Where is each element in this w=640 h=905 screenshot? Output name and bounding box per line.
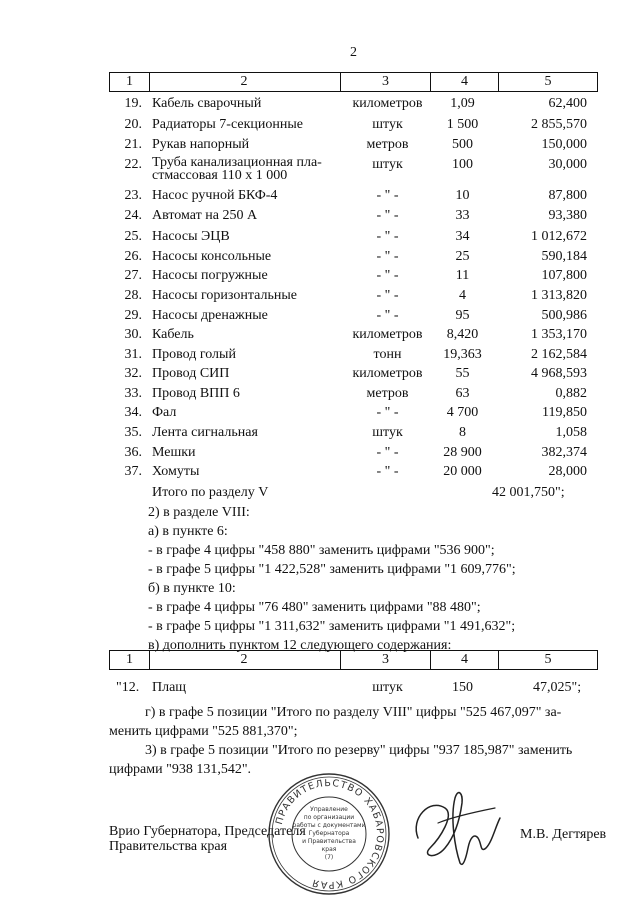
item-unit: - " - [376,308,399,323]
table1-header-col5: 5 [499,72,598,92]
table-row [0,384,640,403]
amendment-line: б) в пункте 10: [148,581,236,596]
item-amount: 87,800 [548,188,587,203]
item-unit: - " - [376,288,399,303]
amendment-line: - в графе 4 цифры "76 480" заменить цифрами "88 480"; [148,600,481,615]
item-quantity: 150 [452,680,473,695]
item-quantity: 8,420 [446,327,479,342]
item-amount: 1 012,672 [531,229,587,244]
table-row [0,94,640,113]
item-name: Насосы ЭЦВ [152,229,230,244]
row-number: 30. [124,327,142,342]
row-number: 24. [124,208,142,223]
table-row [0,186,640,205]
table2-header-col3: 3 [341,650,431,670]
seal-line: Губернатора [308,830,350,837]
item-unit: метров [366,386,409,401]
handwritten-signature [400,778,510,873]
item-unit: километров [352,96,423,111]
signatory-name: М.В. Дегтярев [520,827,607,842]
item-quantity: 500 [452,137,473,152]
table-row [0,155,640,187]
total-label: Итого по разделу V [152,485,269,500]
signatory-title: Врио Губернатора, Председателя [109,824,306,839]
seal-line: (7) [324,854,334,861]
page-number: 2 [350,45,357,60]
amendment-line: 2) в разделе VIII: [148,505,250,520]
item-unit: штук [372,117,403,132]
amendment-line: в) дополнить пунктом 12 следующего содержания: [148,638,452,653]
table-row [0,286,640,305]
row-number: 36. [124,445,142,460]
item-amount: 0,882 [555,386,587,401]
row-number: 37. [124,464,142,479]
table-row [0,345,640,364]
table-row [0,306,640,325]
table-row [0,266,640,285]
row-number: 23. [124,188,142,203]
table-row [0,227,640,246]
item-quantity: 100 [452,157,473,172]
item-name: Насосы консольные [152,249,272,264]
item-amount: 1 313,820 [531,288,587,303]
table-row [0,443,640,462]
item-name: Насосы горизонтальные [152,288,297,303]
item-quantity: 55 [455,366,470,381]
item-unit: - " - [376,229,399,244]
row-number: 25. [124,229,142,244]
total-amount: 42 001,750"; [492,485,565,500]
item-quantity: 25 [455,249,470,264]
item-unit: метров [366,137,409,152]
item-amount: 150,000 [541,137,587,152]
amendment-line: - в графе 5 цифры "1 311,632" заменить цифрами "1 491,632"; [148,619,516,634]
item-name: Насосы дренажные [152,308,268,323]
item-name: Рукав напорный [152,137,250,152]
table-row [0,678,640,697]
table-row [0,423,640,442]
item-amount: 119,850 [542,405,587,420]
item-unit: - " - [376,188,399,203]
item-quantity: 20 000 [443,464,482,479]
item-quantity: 4 [459,288,466,303]
item-amount: 382,374 [541,445,587,460]
item-unit: километров [352,327,423,342]
table-row [0,403,640,422]
row-number: 26. [124,249,142,264]
item-unit: - " - [376,249,399,264]
seal-line: работы с документами [292,822,366,829]
item-amount: 47,025"; [533,680,582,695]
item-unit: - " - [376,445,399,460]
amendment-line: - в графе 5 цифры "1 422,528" заменить цифрами "1 609,776"; [148,562,516,577]
text-line: г) в графе 5 позиции "Итого по разделу VIII" цифры "525 467,097" за- [145,705,562,720]
item-unit: штук [372,425,403,440]
item-amount: 28,000 [548,464,587,479]
item-quantity: 63 [455,386,470,401]
item-name: Насосы погружные [152,268,268,283]
seal-line: по организации [303,814,355,821]
item-quantity: 4 700 [446,405,479,420]
table1-header-col2: 2 [148,72,341,92]
item-unit: штук [372,680,403,695]
item-unit: километров [352,366,423,381]
item-name: Хомуты [152,464,200,479]
table2-header-col1: 1 [109,650,150,670]
item-name: Фал [152,405,177,420]
row-number: 31. [124,347,142,362]
text-line: 3) в графе 5 позиции "Итого по резерву" цифры "937 185,987" заменить [145,743,573,758]
table-row [0,115,640,134]
item-amount: 2 855,570 [531,117,587,132]
item-quantity: 34 [455,229,470,244]
amendment-line: а) в пункте 6: [148,524,228,539]
item-amount: 4 968,593 [531,366,587,381]
row-number: 34. [124,405,142,420]
seal-line: и Правительства [302,838,356,845]
row-number: 19. [124,96,142,111]
item-quantity: 28 900 [443,445,482,460]
table-total-row [0,483,640,502]
amendment-line: - в графе 4 цифры "458 880" заменить цифрами "536 900"; [148,543,495,558]
item-quantity: 11 [455,268,470,283]
item-unit: - " - [376,464,399,479]
item-amount: 500,986 [541,308,587,323]
row-number: 29. [124,308,142,323]
item-name: Провод СИП [152,366,230,381]
item-unit: - " - [376,268,399,283]
table-row [0,462,640,481]
item-amount: 1 353,170 [531,327,587,342]
row-number: 33. [124,386,142,401]
table-row [0,206,640,225]
table-row [0,325,640,344]
table2-header-col2: 2 [148,650,341,670]
item-amount: 107,800 [541,268,587,283]
item-name: Насос ручной БКФ-4 [152,188,278,203]
table-row [0,247,640,266]
table2-header-col5: 5 [499,650,598,670]
item-quantity: 8 [459,425,466,440]
table2-header-col4: 4 [431,650,499,670]
item-unit: штук [372,157,403,172]
item-quantity: 10 [455,188,470,203]
item-amount: 1,058 [555,425,587,440]
table1-header-col3: 3 [341,72,431,92]
row-number: "12. [116,680,140,695]
item-amount: 62,400 [548,96,587,111]
item-name: Провод голый [152,347,236,362]
item-name-continued: стмассовая 110 х 1 000 [152,168,288,183]
item-amount: 590,184 [541,249,587,264]
item-name: Труба канализационная пла- [152,155,322,170]
item-amount: 2 162,584 [531,347,587,362]
table-row [0,135,640,154]
item-quantity: 19,363 [443,347,482,362]
row-number: 22. [124,157,142,172]
row-number: 21. [124,137,142,152]
item-name: Кабель [152,327,194,342]
table1-header-col1: 1 [109,72,150,92]
item-quantity: 1 500 [446,117,479,132]
item-name: Автомат на 250 А [152,208,258,223]
text-line: цифрами "938 131,542". [109,762,252,777]
signatory-title-continued: Правительства края [109,839,228,854]
row-number: 28. [124,288,142,303]
item-unit: - " - [376,208,399,223]
row-number: 27. [124,268,142,283]
seal-line: Управление [310,806,348,813]
seal-ring-text: ПРАВИТЕЛЬСТВО ХАБАРОВСКОГО КРАЯ [273,777,386,891]
item-quantity: 33 [455,208,470,223]
table1-header-col4: 4 [431,72,499,92]
item-unit: тонн [373,347,402,362]
row-number: 35. [124,425,142,440]
item-name: Кабель сварочный [152,96,262,111]
seal-line: края [321,846,337,853]
row-number: 32. [124,366,142,381]
item-name: Мешки [152,445,196,460]
row-number: 20. [124,117,142,132]
item-quantity: 95 [455,308,470,323]
item-name: Провод ВПП 6 [152,386,240,401]
item-name: Радиаторы 7-секционные [152,117,303,132]
item-amount: 30,000 [548,157,587,172]
item-name: Лента сигнальная [152,425,258,440]
item-quantity: 1,09 [450,96,475,111]
item-unit: - " - [376,405,399,420]
table-row [0,364,640,383]
text-line: менить цифрами "525 881,370"; [109,724,298,739]
item-amount: 93,380 [548,208,587,223]
item-name: Плащ [152,680,187,695]
